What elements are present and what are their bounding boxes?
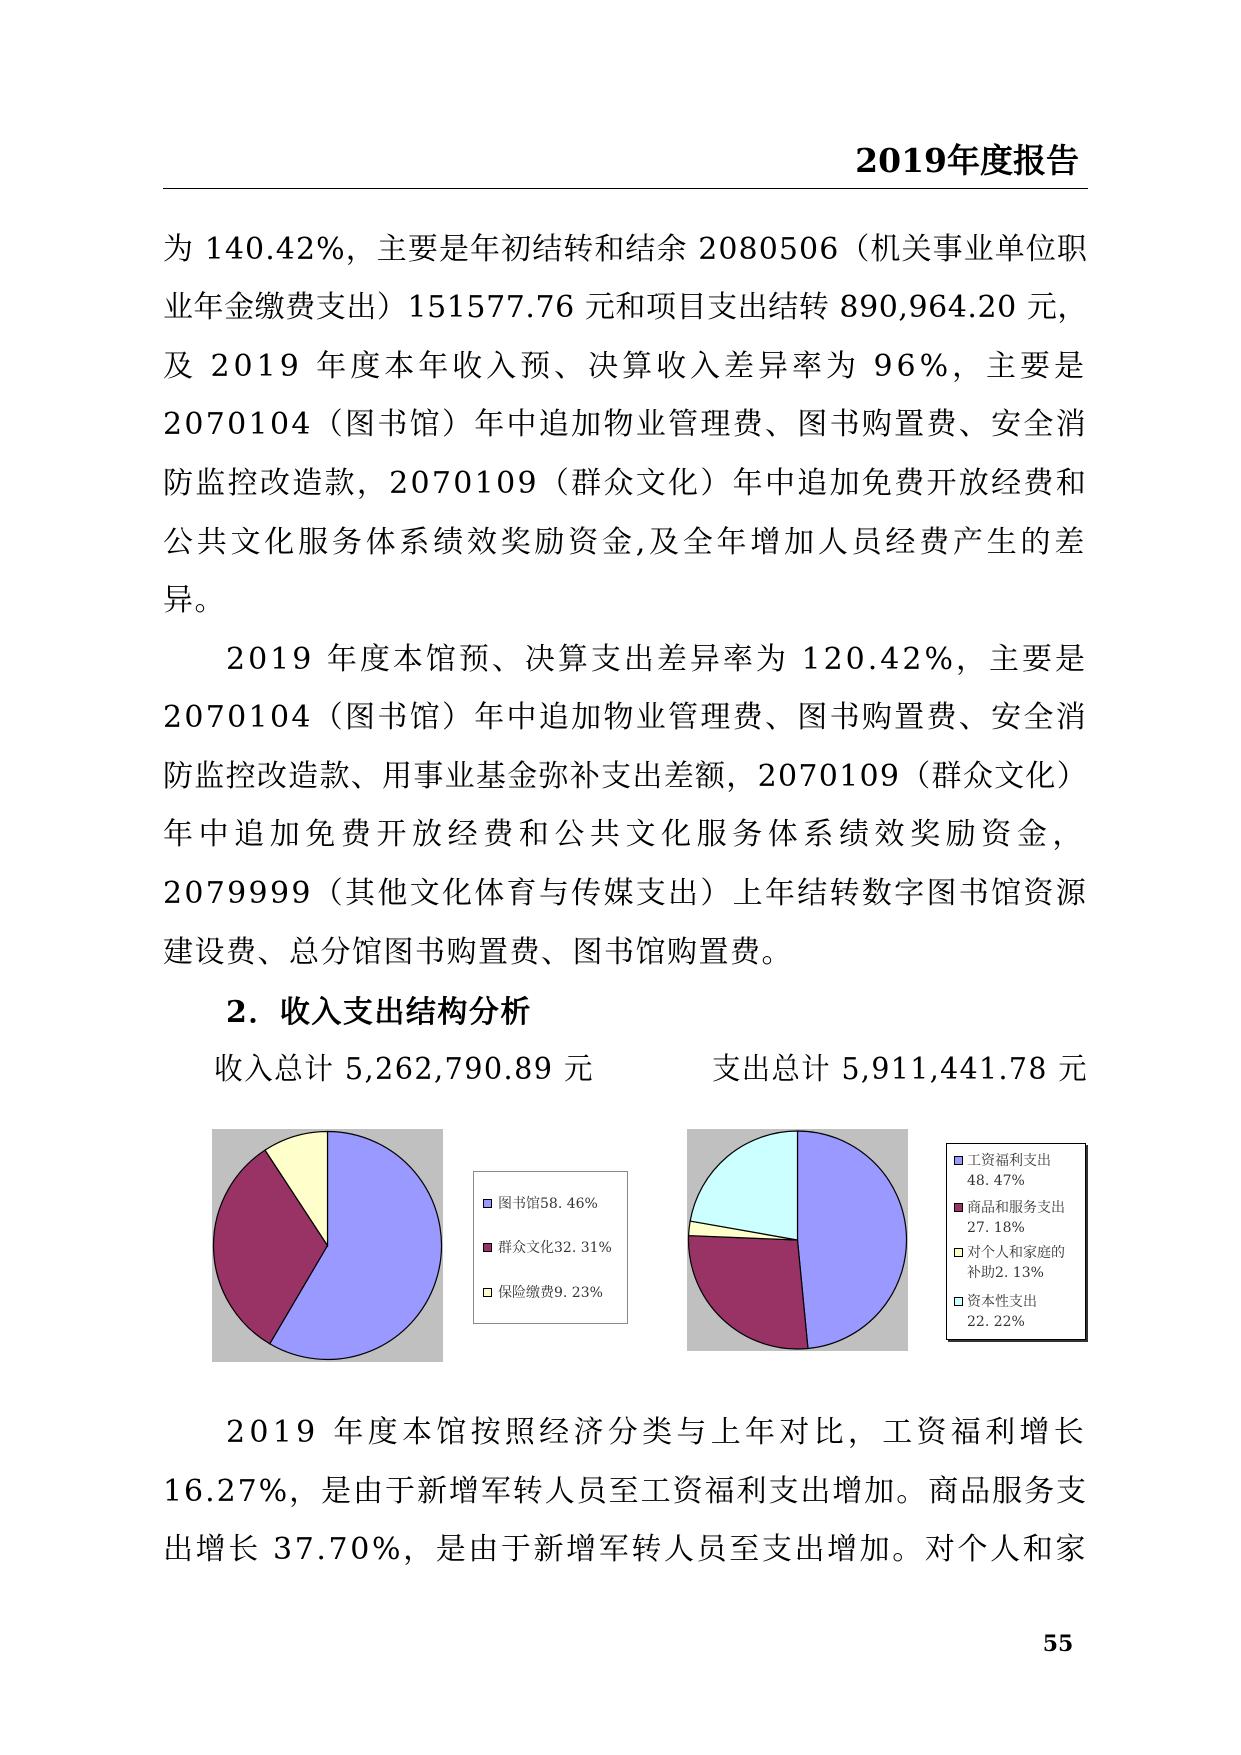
legend-swatch xyxy=(483,1288,492,1297)
section-heading: 2．收入支出结构分析 xyxy=(226,995,532,1030)
legend-label: 图书馆58. 46% xyxy=(498,1196,598,1212)
legend-label: 工资福利支出 xyxy=(967,1153,1051,1169)
para1-line-4: 2070104（图书馆）年中追加物业管理费、图书购置费、安全消 xyxy=(163,407,1088,442)
expense-chart-title: 支出总计 5,911,441.78 元 xyxy=(712,1052,1088,1087)
para2-line-1: 2019 年度本馆预、决算支出差异率为 120.42%，主要是 xyxy=(226,642,1088,677)
legend-swatch xyxy=(483,1199,492,1208)
para1-line-1: 为 140.42%，主要是年初结转和结余 2080506（机关事业单位职 xyxy=(163,232,1088,267)
expense-pie-slice-1 xyxy=(798,1131,907,1348)
para2-line-4: 年中追加免费开放经费和公共文化服务体系绩效奖励资金， xyxy=(163,817,1088,852)
para1-line-5: 防监控改造款，2070109（群众文化）年中追加免费开放经费和 xyxy=(163,466,1088,501)
legend-text xyxy=(967,1198,1065,1238)
legend-swatch xyxy=(483,1243,492,1252)
legend-percent: 22. 22% xyxy=(967,1314,1025,1330)
legend-percent: 补助2. 13% xyxy=(967,1265,1044,1281)
legend-text xyxy=(967,1243,1065,1283)
legend-label: 资本性支出 xyxy=(967,1294,1037,1310)
expense-pie-chart xyxy=(687,1129,908,1351)
legend-percent: 27. 18% xyxy=(967,1220,1025,1236)
running-header-title: 2019年度报告 xyxy=(855,141,1079,180)
para2-line-5: 2079999（其他文化体育与传媒支出）上年结转数字图书馆资源 xyxy=(163,876,1088,911)
legend-swatch xyxy=(954,1203,963,1212)
para1-line-2: 业年金缴费支出）151577.76 元和项目支出结转 890,964.20 元， xyxy=(163,290,1088,325)
para1-line-6: 公共文化服务体系绩效奖励资金,及全年增加人员经费产生的差 xyxy=(163,525,1088,560)
legend-text xyxy=(967,1151,1051,1191)
expense-pie xyxy=(687,1129,908,1351)
legend-label: 对个人和家庭的 xyxy=(967,1245,1065,1261)
para1-line-3: 及 2019 年度本年收入预、决算收入差异率为 96%，主要是 xyxy=(163,349,1088,384)
header-rule xyxy=(163,188,1088,189)
page-number: 55 xyxy=(1042,1631,1074,1657)
income-pie-chart xyxy=(212,1129,443,1362)
legend-swatch xyxy=(954,1297,963,1306)
legend-label: 商品和服务支出 xyxy=(967,1200,1065,1216)
para3-line-3: 出增长 37.70%，是由于新增军转人员至支出增加。对个人和家 xyxy=(163,1532,1088,1567)
legend-swatch xyxy=(954,1248,963,1257)
para3-line-2: 16.27%，是由于新增军转人员至工资福利支出增加。商品服务支 xyxy=(163,1474,1088,1509)
income-pie xyxy=(212,1129,443,1362)
expense-legend xyxy=(946,1143,1086,1340)
para1-line-7: 异。 xyxy=(163,583,226,618)
para2-line-6: 建设费、总分馆图书购置费、图书馆购置费。 xyxy=(163,935,793,970)
income-chart-title: 收入总计 5,262,790.89 元 xyxy=(214,1052,594,1087)
legend-text xyxy=(498,1238,612,1258)
expense-pie-slice-2 xyxy=(689,1236,808,1349)
para3-line-1: 2019 年度本馆按照经济分类与上年对比，工资福利增长 xyxy=(226,1415,1088,1450)
para2-line-3: 防监控改造款、用事业基金弥补支出差额，2070109（群众文化） xyxy=(163,759,1088,794)
legend-text xyxy=(967,1292,1037,1332)
legend-swatch xyxy=(954,1156,963,1165)
legend-label: 群众文化32. 31% xyxy=(498,1240,612,1256)
legend-text xyxy=(498,1194,598,1214)
legend-percent: 48. 47% xyxy=(967,1173,1025,1189)
legend-label: 保险缴费9. 23% xyxy=(498,1285,603,1301)
income-legend xyxy=(473,1171,628,1324)
legend-text xyxy=(498,1283,603,1303)
para2-line-2: 2070104（图书馆）年中追加物业管理费、图书购置费、安全消 xyxy=(163,700,1088,735)
expense-pie-slice-4 xyxy=(690,1131,797,1240)
